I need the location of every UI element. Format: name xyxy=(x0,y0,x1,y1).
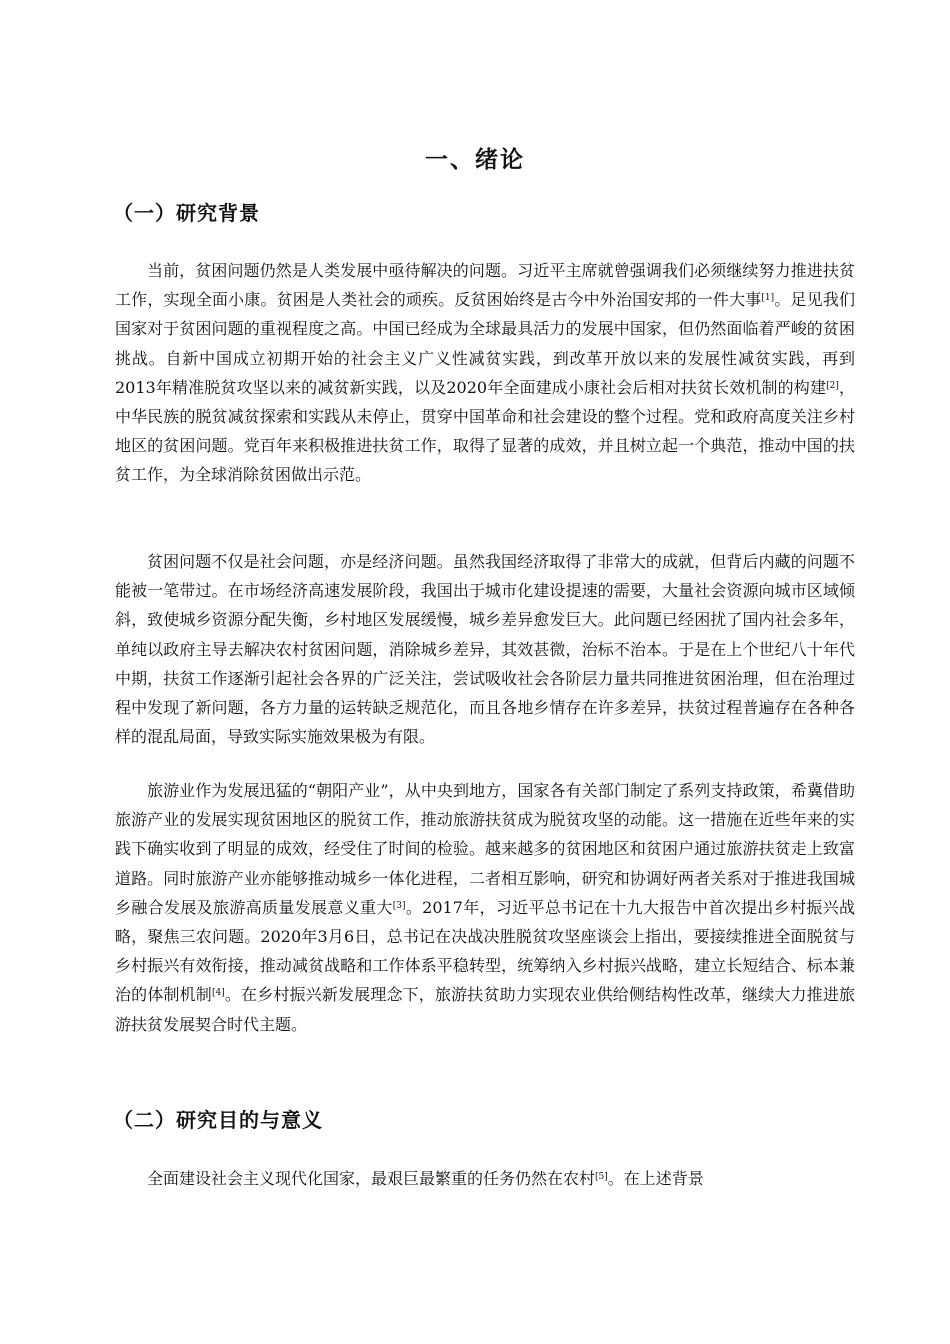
paragraph-background-2 xyxy=(115,547,855,751)
paragraph-text: 。在乡村振兴新发展理念下，旅游扶贫助力实现农业供给侧结构性改革，继续大力推进旅游扶贫发展契合时代主题。 xyxy=(115,985,855,1034)
paragraph-text: ，中华民族的脱贫减贫探索和实践从未停止，贯穿中国革命和社会建设的整个过程。党和政府高度关注乡村地区的贫困问题。党百年来积极推进扶贫工作，取得了显著的成效，并且树立起一个典范，推动中国的扶贫工作，为全球消除贫困做出示范。 xyxy=(115,377,855,485)
chapter-title: 一、绪论 xyxy=(425,147,525,173)
paragraph-text: 。在上述背景 xyxy=(607,1169,704,1188)
section-title-purpose: （二）研究目的与意义 xyxy=(113,1108,323,1132)
citation-ref: [4] xyxy=(211,988,225,999)
paragraph-text: 全面建设社会主义现代化国家，最艰巨最繁重的任务仍然在农村 xyxy=(147,1169,596,1188)
citation-ref: [2] xyxy=(826,380,839,391)
paragraph-background-3 xyxy=(115,776,855,1039)
paragraph-text: 旅游业作为发展迅猛的“朝阳产业”，从中央到地方，国家各有关部门制定了系列支持政策，希冀借助旅游产业的发展实现贫困地区的脱贫工作，推动旅游扶贫成为脱贫攻坚的动能。这一措施在近些年来的实践下确实收到了明显的成效，经受住了时间的检验。越来越多的贫困地区和贫困户通过旅游扶贫走上致富道路。同时旅游产业亦能够推动城乡一体化进程，二者相互影响，研究和协调好两者关系对于推进我国城乡融合发展及旅游高质量发展意义重大 xyxy=(115,781,855,917)
citation-ref: [5] xyxy=(595,1172,608,1182)
citation-ref: [1] xyxy=(761,293,775,304)
paragraph-text: 。2017年，习近平总书记在十九大报告中首次提出乡村振兴战略，聚焦三农问题。2020年3月6日，总书记在决战决胜脱贫攻坚座谈会上指出，要接续推进全面脱贫与乡村振兴有效衔接，推动减贫战略和工作体系平稳转型，统筹纳入乡村振兴战略，建立长短结合、标本兼治的体制机制 xyxy=(115,897,855,1005)
paragraph-background-1 xyxy=(115,256,855,490)
citation-ref: [3] xyxy=(392,900,406,911)
paragraph-text: 。足见我们国家对于贫困问题的重视程度之高。中国已经成为全球最具活力的发展中国家，但仍然面临着严峻的贫困挑战。自新中国成立初期开始的社会主义广义性减贫实践，到改革开放以来的发展性减贫实践，再到2013年精准脱贫攻坚以来的减贫新实践，以及2020年全面建成小康社会后相对扶贫长效机制的构建 xyxy=(115,290,855,397)
section-title-background: （一）研究背景 xyxy=(113,201,260,225)
paragraph-text: 当前，贫困问题仍然是人类发展中亟待解决的问题。习近平主席就曾强调我们必须继续努力推进扶贫工作，实现全面小康。贫困是人类社会的顽疾。反贫困始终是古今中外治国安邦的一件大事 xyxy=(115,261,855,310)
paragraph-text: 贫困问题不仅是社会问题，亦是经济问题。虽然我国经济取得了非常大的成就，但背后内藏的问题不能被一笔带过。在市场经济高速发展阶段，我国出于城市化建设提速的需要，大量社会资源向城市区域倾斜，致使城乡资源分配失衡，乡村地区发展缓慢，城乡差异愈发巨大。此问题已经困扰了国内社会多年，单纯以政府主导去解决农村贫困问题，消除城乡差异，其效甚微，治标不治本。于是在上个世纪八十年代中期，扶贫工作逐渐引起社会各界的广泛关注，尝试吸收社会各阶层力量共同推进贫困治理，但在治理过程中发现了新问题，各方力量的运转缺乏规范化，而且各地乡情存在许多差异，扶贫过程普遍存在各种各样的混乱局面，导致实际实施效果极为有限。 xyxy=(115,552,855,747)
paragraph-purpose-1 xyxy=(115,1164,855,1193)
